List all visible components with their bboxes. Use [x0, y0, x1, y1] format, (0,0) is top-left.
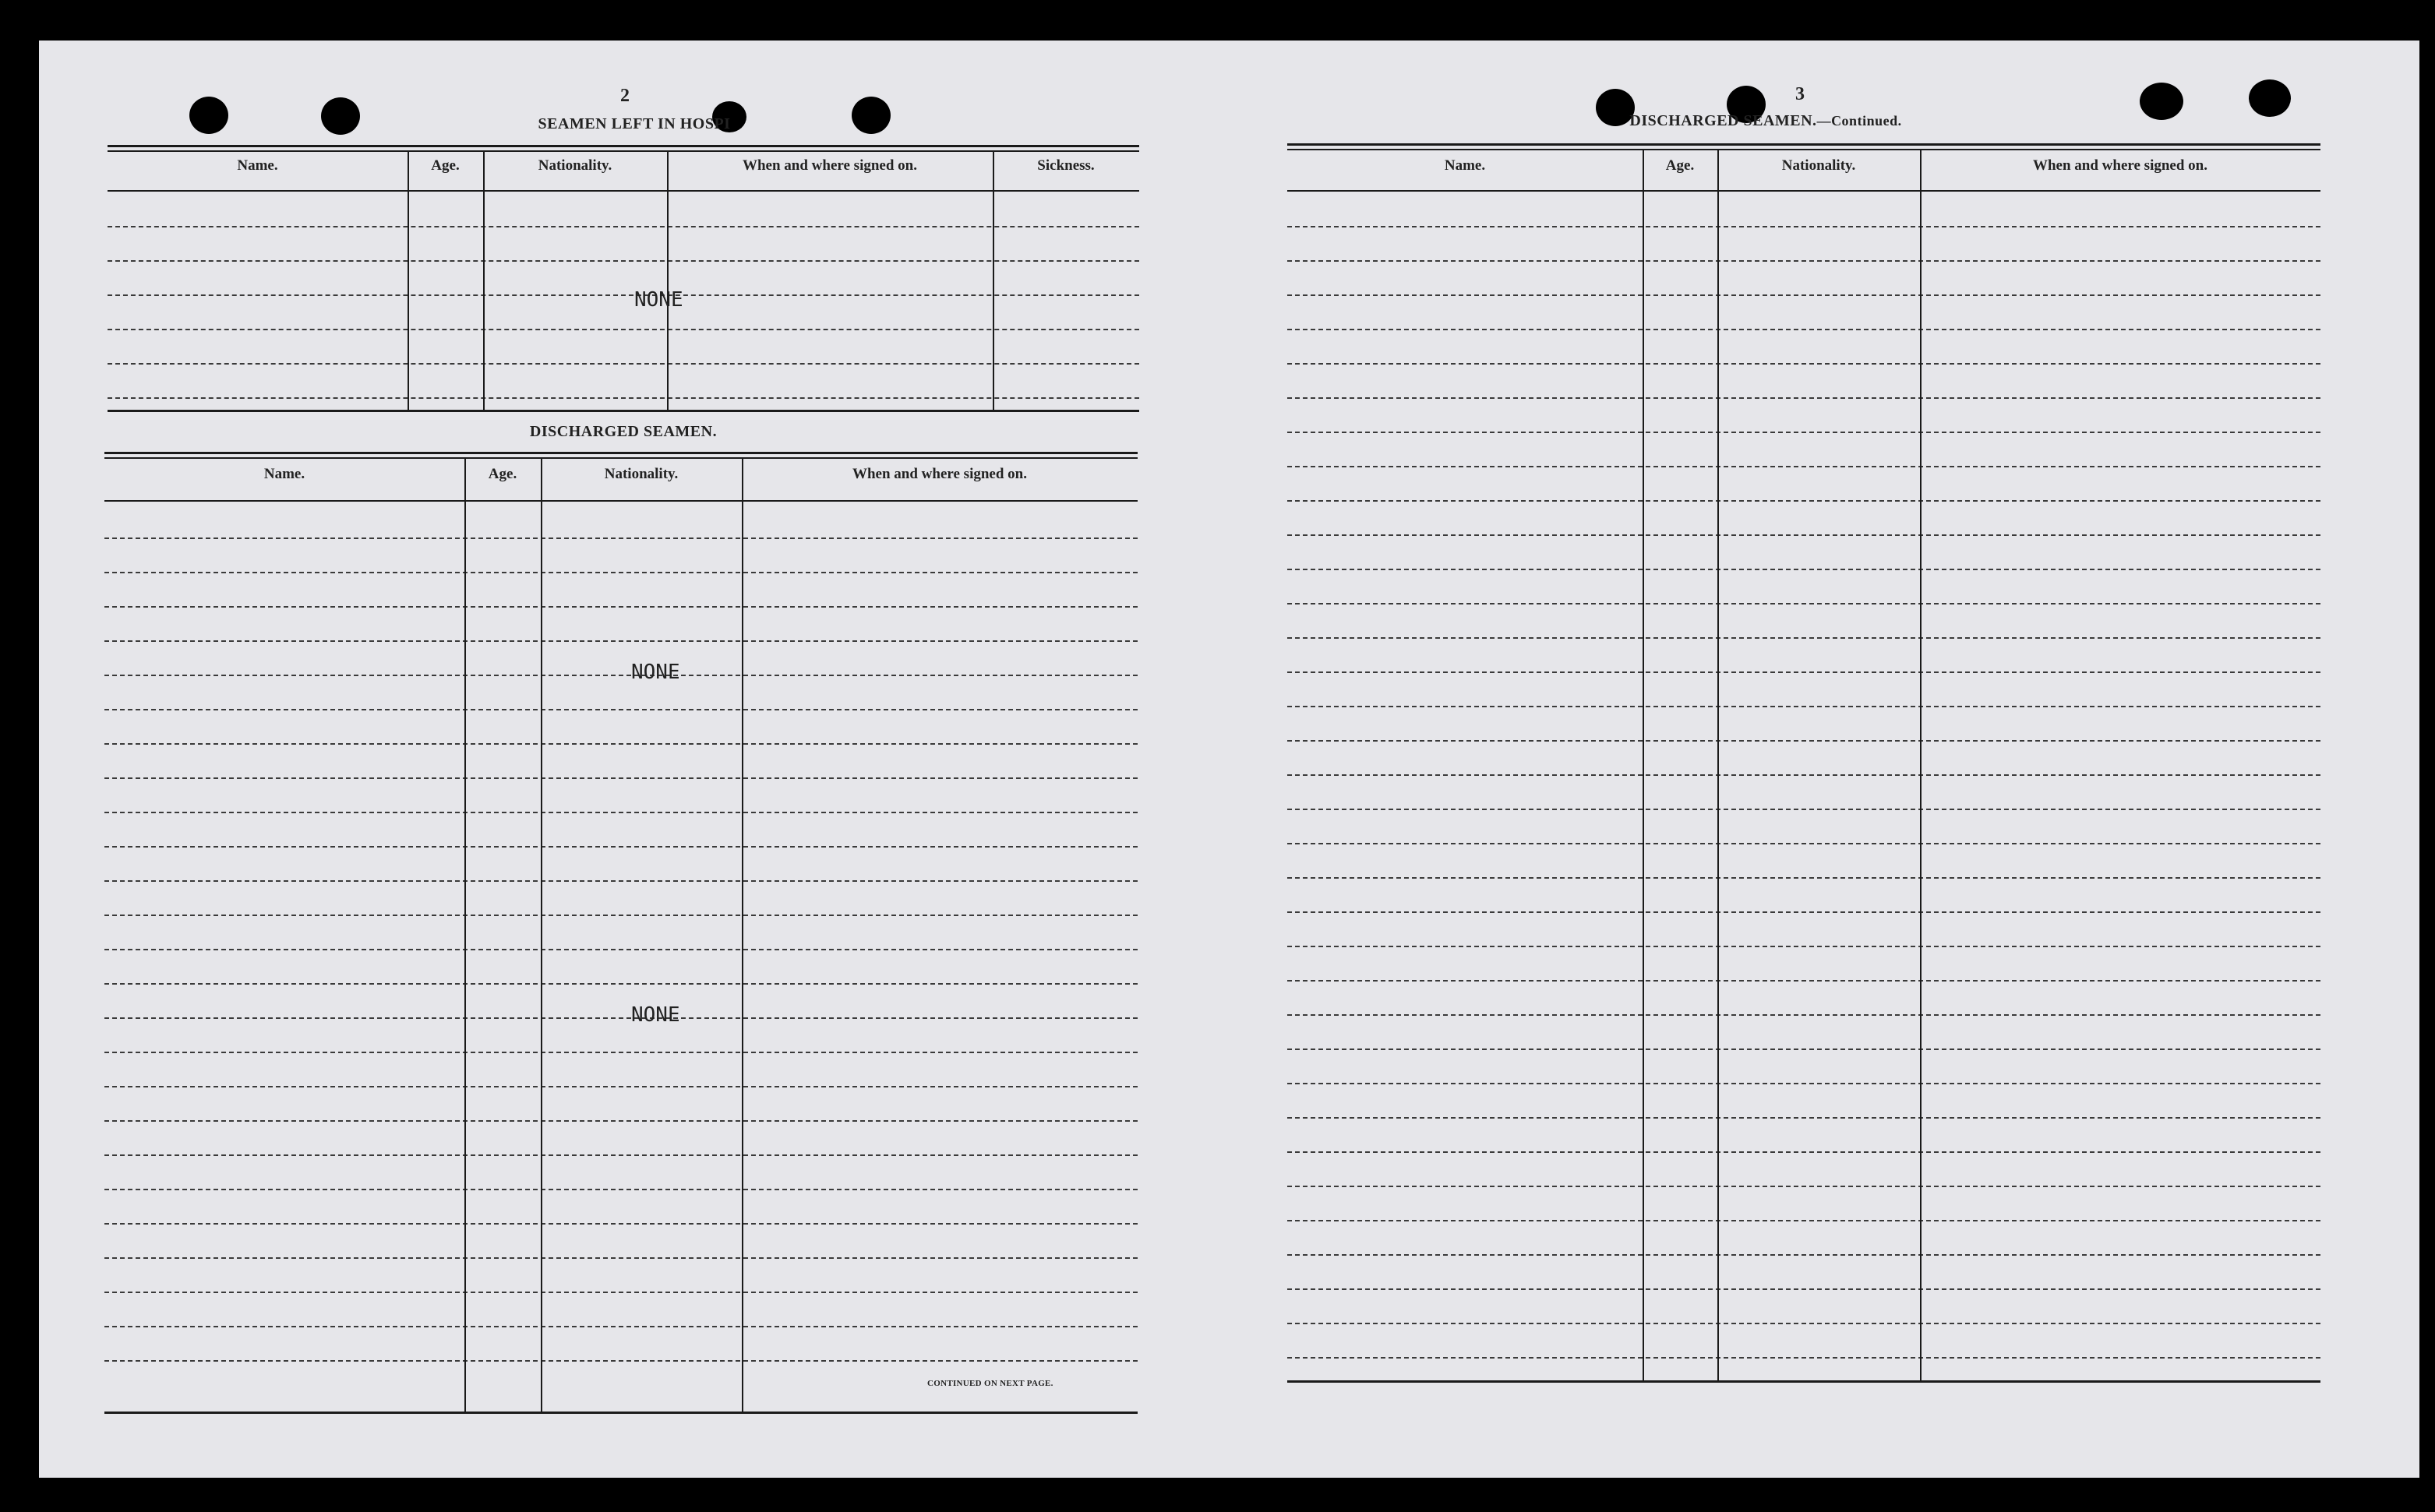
col-header-nationality: Nationality.: [538, 157, 612, 174]
section-title-text: DISCHARGED SEAMEN.: [1629, 112, 1817, 129]
page-number-right: 3: [1795, 84, 1805, 104]
hospital-table: [108, 145, 1139, 456]
hospital-section-title: SEAMEN LEFT IN HOSPI: [538, 115, 731, 132]
col-header-nationality: Nationality.: [604, 466, 679, 482]
col-header-when-where: When and where signed on.: [852, 466, 1027, 482]
typed-entry: NONE: [631, 1003, 680, 1027]
punch-hole: [2249, 79, 2291, 117]
col-header-nationality: Nationality.: [1781, 157, 1856, 174]
col-header-name: Name.: [263, 466, 305, 482]
col-header-name: Name.: [1444, 157, 1486, 174]
col-header-name: Name.: [237, 157, 278, 174]
continued-discharged-table: [1287, 143, 2320, 1390]
col-header-age: Age.: [1665, 157, 1695, 174]
section-title-suffix: —Continued.: [1816, 113, 1902, 129]
continued-section-title: [1618, 112, 1914, 130]
col-header-age: Age.: [431, 157, 460, 174]
col-header-when-where: When and where signed on.: [2032, 157, 2207, 174]
continued-footer: CONTINUED ON NEXT PAGE.: [927, 1379, 1053, 1388]
col-header-when-where: When and where signed on.: [742, 157, 917, 174]
punch-hole: [2140, 83, 2183, 120]
typed-entry: NONE: [631, 661, 680, 684]
page-number-left: 2: [620, 86, 630, 106]
punch-hole: [189, 97, 228, 134]
col-header-sickness: Sickness.: [1037, 157, 1095, 174]
discharged-section-title: DISCHARGED SEAMEN.: [529, 423, 718, 440]
document-sheet: [39, 41, 2419, 1478]
punch-hole: [852, 97, 891, 134]
typed-entry: NONE: [634, 288, 683, 312]
punch-hole: [321, 97, 360, 135]
discharged-table: [104, 452, 1138, 1418]
col-header-age: Age.: [488, 466, 517, 482]
